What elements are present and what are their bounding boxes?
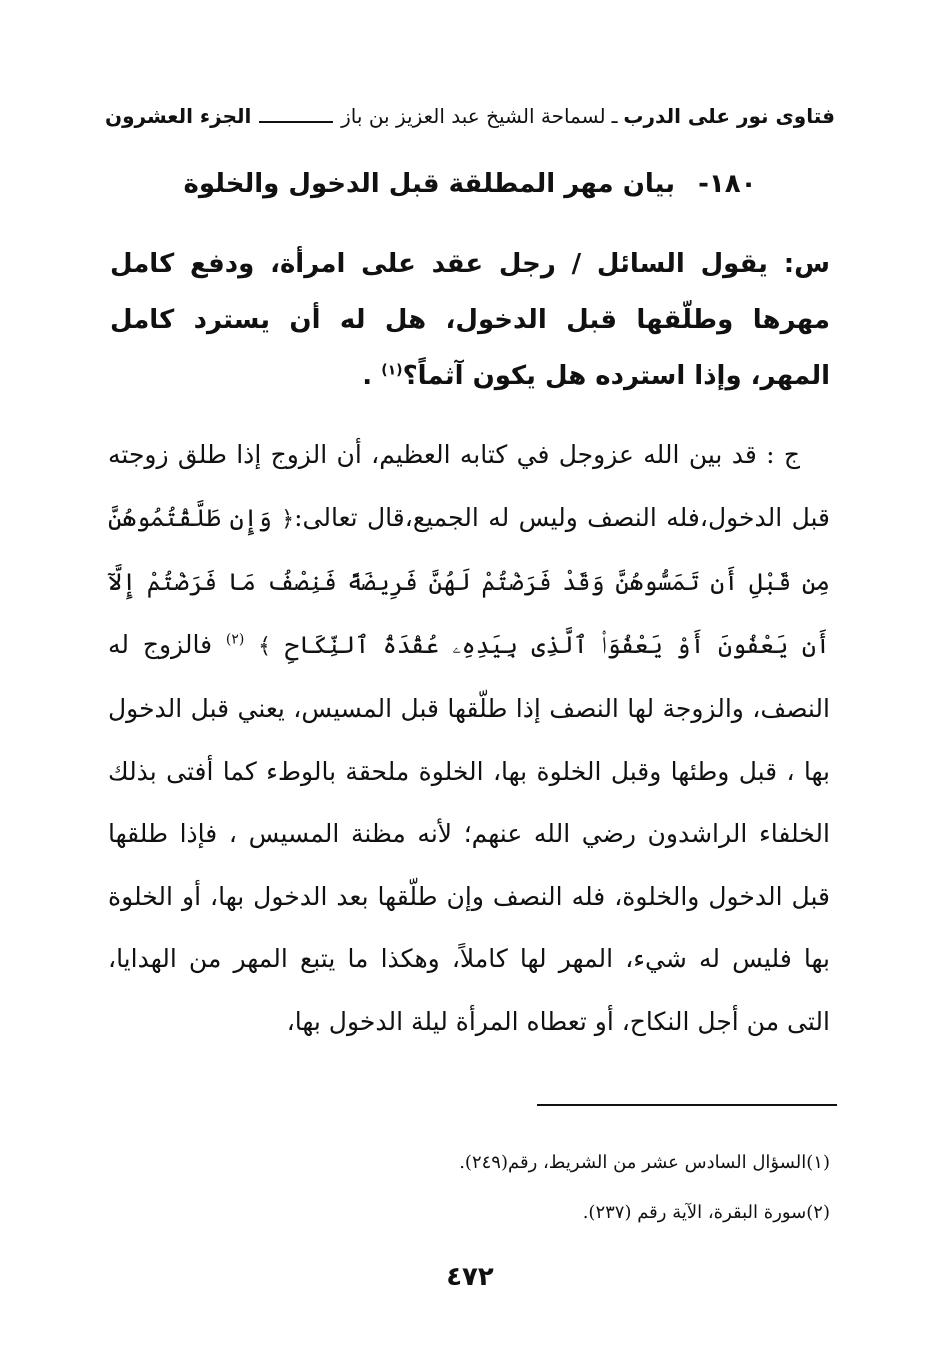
section-title: بيان مهر المطلقة قبل الدخول والخلوة [183,169,676,199]
section-heading [120,160,820,208]
section-number: ١٨٠- [698,169,757,199]
part-label: الجزء العشرون [105,104,252,128]
answer-paragraph [108,424,830,1053]
answer-intro: ج : قد بين الله عزوجل في كتابه العظيم، أن الزوج إذا طلق زوجته قبل الدخول،فله النصف وليس له الجميع،قال تعالى: [108,440,830,532]
quran-ornament-open: ﴿ [281,506,295,532]
book-title: فتاوى نور على الدرب [623,104,835,128]
question-text: س: يقول السائل / رجل عقد على امرأة، ودفع كامل مهرها وطلّقها قبل الدخول، هل له أن يسترد كامل المهر، وإذا استرده هل يكون آثماً؟ [110,249,830,391]
footnote-divider [537,1104,837,1106]
quran-ornament-close: ﴾ [258,633,272,659]
footnotes [110,1138,830,1238]
answer-rest: فالزوج له النصف، والزوجة لها النصف إذا طلّقها قبل المسيس، يعني قبل الدخول بها ، قبل وطئها وقبل الخلوة بها، الخلوة ملحقة بالوطء كما أفتى بذلك الخلفاء الراشدون رضي الله عنهم؛ لأنه مظنة المسيس ، فإذا طلقها قبل الدخول والخلوة، فله النصف وإن طلّقها بعد الدخول بها، أو الخلوة بها فليس له شيء، المهر لها كاملاً، وهكذا ما يتبع المهر من الهدايا، التى من أجل النكاح، أو تعطاه المرأة ليلة الدخول بها، [108,629,830,1036]
footnote-ref-1[interactable]: (١) [381,362,403,379]
header-separator: ـ [611,104,618,128]
header-rule [259,121,333,123]
footnote-2: (٢)سورة البقرة، الآية رقم (٢٣٧). [582,1202,830,1223]
running-header [105,96,835,136]
footnote-ref-2[interactable]: (٢) [225,631,245,648]
footnote-1: (١)السؤال السادس عشر من الشريط، رقم(٢٤٩). [459,1152,830,1173]
question-end: . [362,361,382,391]
page-number: ٤٧٢ [446,1262,494,1292]
author-name: لسماحة الشيخ عبد العزيز بن باز [341,104,606,128]
quran-verse: وَإِن طَلَّقْتُمُوهُنَّ مِن قَبْلِ أَن تَمَسُّوهُنَّ وَقَدْ فَرَضْتُمْ لَهُنَّ فَرِيضَةً فَنِصْفُ مَا فَرَضْتُمْ إِلَّآ أَن يَعْفُونَ أَوْ يَعْفُوَا۟ ٱلَّذِى بِيَدِهِۦ عُقْدَةُ ٱلنِّكَاحِ [108,503,830,659]
question-paragraph [110,236,830,404]
